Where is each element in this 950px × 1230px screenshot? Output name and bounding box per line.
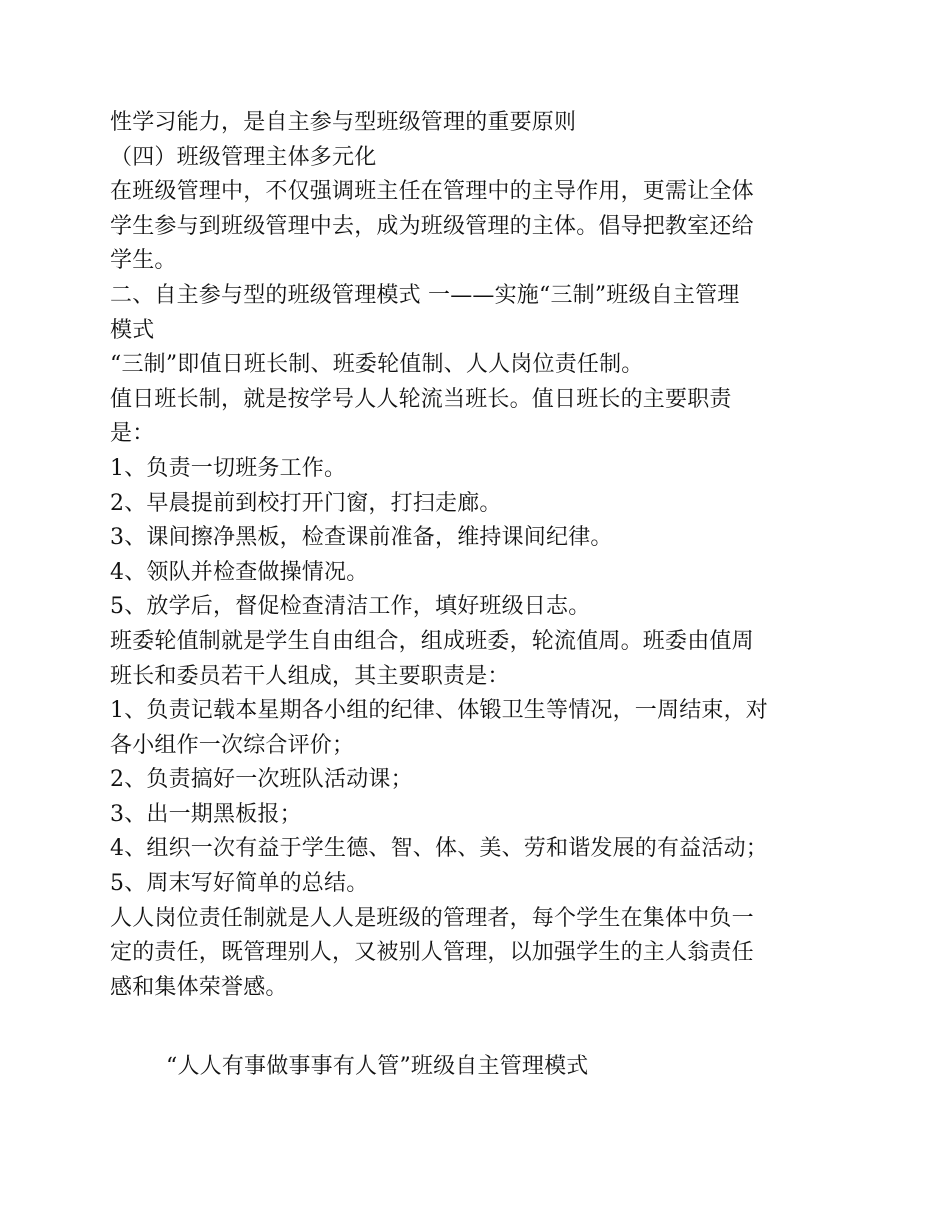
text-line: 在班级管理中，不仅强调班主任在管理中的主导作用，更需让全体 bbox=[110, 179, 754, 205]
list-item: 4、组织一次有益于学生德、智、体、美、劳和谐发展的有益活动； bbox=[110, 836, 768, 862]
text-line: 值日班长制，就是按学号人人轮流当班长。值日班长的主要职责 bbox=[110, 386, 732, 412]
text-line: 班长和委员若干人组成，其主要职责是： bbox=[110, 663, 510, 689]
text-line: 学生参与到班级管理中去，成为班级管理的主体。倡导把教室还给 bbox=[110, 213, 754, 239]
section-heading: 模式 bbox=[110, 317, 155, 343]
list-item: 1、负责一切班务工作。 bbox=[110, 455, 347, 481]
text-line: 定的责任，既管理别人，又被别人管理，以加强学生的主人翁责任 bbox=[110, 940, 754, 966]
section-title: “人人有事做事事有人管”班级自主管理模式 bbox=[166, 1054, 589, 1079]
text-line: 班委轮值制就是学生自由组合，组成班委，轮流值周。班委由值周 bbox=[110, 628, 754, 654]
section-heading: （四）班级管理主体多元化 bbox=[110, 144, 377, 170]
text-line: 性学习能力，是自主参与型班级管理的重要原则 bbox=[110, 110, 577, 135]
list-item: 2、负责搞好一次班队活动课； bbox=[110, 767, 413, 793]
list-item: 4、领队并检查做操情况。 bbox=[110, 559, 369, 585]
list-item: 1、负责记载本星期各小组的纪律、体锻卫生等情况，一周结束，对 bbox=[110, 698, 768, 724]
text-line: 是： bbox=[110, 421, 155, 447]
list-item: 5、放学后，督促检查清洁工作，填好班级日志。 bbox=[110, 594, 591, 620]
text-line: 感和集体荣誉感。 bbox=[110, 974, 288, 1000]
list-item: 5、周末写好简单的总结。 bbox=[110, 871, 369, 897]
body-text bbox=[110, 106, 840, 1005]
text-line: 人人岗位责任制就是人人是班级的管理者，每个学生在集体中负一 bbox=[110, 905, 754, 931]
text-line: 学生。 bbox=[110, 248, 177, 274]
list-item: 2、早晨提前到校打开门窗，打扫走廊。 bbox=[110, 490, 502, 516]
list-item: 各小组作一次综合评价； bbox=[110, 732, 355, 758]
section-heading: 二、自主参与型的班级管理模式 一——实施“三制”班级自主管理 bbox=[110, 282, 740, 308]
text-line: “三制”即值日班长制、班委轮值制、人人岗位责任制。 bbox=[110, 352, 644, 378]
list-item: 3、出一期黑板报； bbox=[110, 801, 302, 827]
list-item: 3、课间擦净黑板，检查课前准备，维持课间纪律。 bbox=[110, 525, 613, 551]
